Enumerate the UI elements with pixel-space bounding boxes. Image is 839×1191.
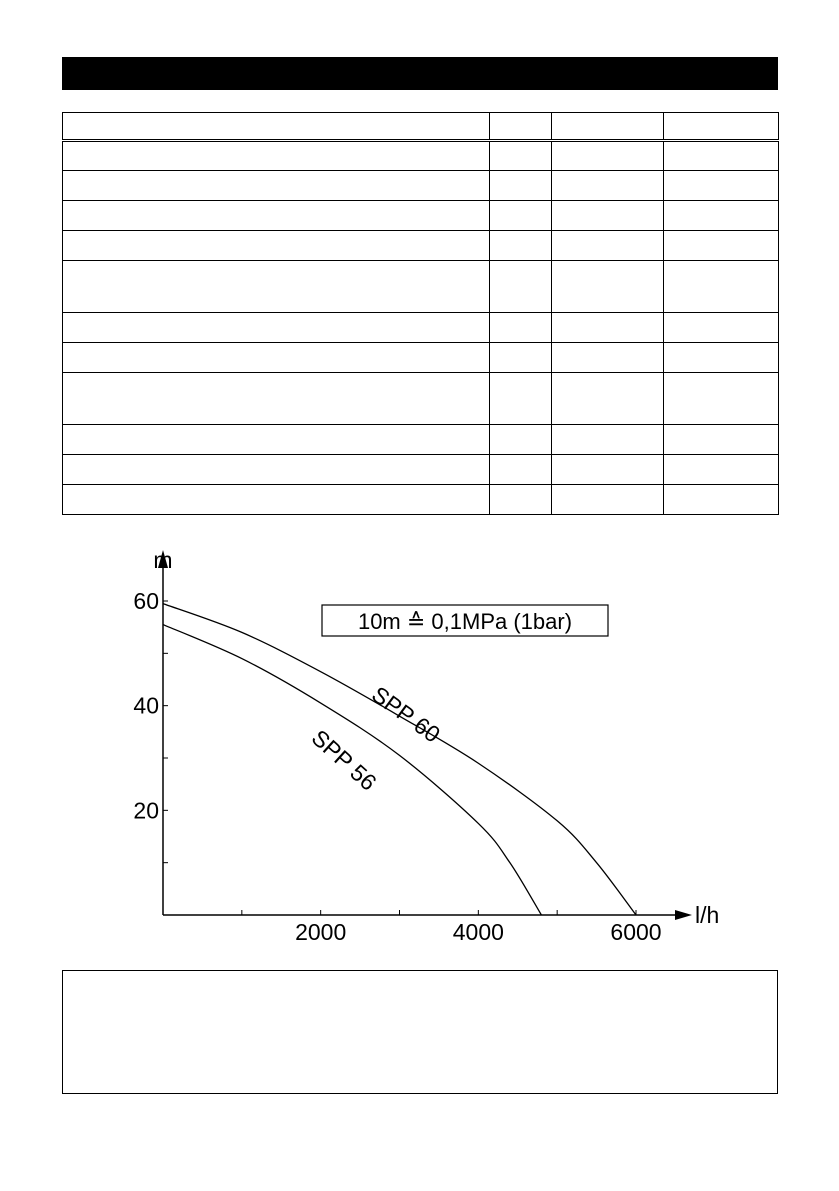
- table-cell: [552, 373, 664, 425]
- table-cell: [63, 171, 490, 201]
- table-cell: [552, 485, 664, 515]
- table-cell: [490, 373, 552, 425]
- y-axis-label: m: [153, 547, 173, 573]
- table-cell: [552, 113, 664, 141]
- table-cell: [552, 261, 664, 313]
- x-tick-label: 6000: [610, 919, 662, 945]
- table-cell: [552, 313, 664, 343]
- y-tick-label: 20: [133, 797, 159, 824]
- table-cell: [664, 113, 779, 141]
- table-cell: [490, 141, 552, 171]
- table-row: [63, 343, 779, 373]
- table-cell: [552, 141, 664, 171]
- table-cell: [490, 455, 552, 485]
- table-cell: [63, 485, 490, 515]
- table-cell: [552, 455, 664, 485]
- table-row: [63, 231, 779, 261]
- y-tick-label: 60: [133, 588, 159, 614]
- table-row: [63, 425, 779, 455]
- section-title-bar: [62, 57, 778, 90]
- table-cell: [664, 313, 779, 343]
- unit-note-box: [322, 605, 608, 636]
- series-line-spp-60: [163, 604, 636, 915]
- table-cell: [664, 171, 779, 201]
- chart-curves: [163, 604, 636, 915]
- table-cell: [664, 455, 779, 485]
- series-label-spp-56: SPP 56: [306, 724, 382, 796]
- table-cell: [490, 113, 552, 141]
- series-label-spp-60: SPP 60: [367, 681, 446, 748]
- table-cell: [552, 343, 664, 373]
- table-cell: [664, 261, 779, 313]
- table-cell: [490, 425, 552, 455]
- table-cell: [664, 373, 779, 425]
- table-cell: [664, 425, 779, 455]
- table-row: [63, 373, 779, 425]
- x-axis-label: l/h: [695, 902, 720, 928]
- table-cell: [63, 455, 490, 485]
- x-tick-label: 4000: [452, 919, 504, 945]
- table-row: [63, 261, 779, 313]
- table-cell: [552, 231, 664, 261]
- table-cell: [664, 343, 779, 373]
- table-row: [63, 313, 779, 343]
- x-axis-arrow: [675, 910, 692, 920]
- table-cell: [490, 485, 552, 515]
- table-cell: [63, 373, 490, 425]
- table-cell: [664, 485, 779, 515]
- table-cell: [63, 141, 490, 171]
- table-cell: [63, 313, 490, 343]
- table-cell: [63, 113, 490, 141]
- pump-curve-chart: [0, 540, 839, 950]
- table-cell: [63, 201, 490, 231]
- table-cell: [664, 141, 779, 171]
- table-cell: [63, 231, 490, 261]
- table-row: [63, 141, 779, 171]
- notes-box: [62, 970, 778, 1094]
- table-row: [63, 201, 779, 231]
- table-cell: [63, 261, 490, 313]
- chart-labels: [153, 547, 719, 928]
- table-row: [63, 171, 779, 201]
- table-cell: [552, 201, 664, 231]
- table-cell: [490, 171, 552, 201]
- table-cell: [490, 313, 552, 343]
- table-row: [63, 455, 779, 485]
- table-cell: [490, 343, 552, 373]
- table-row: [63, 113, 779, 141]
- table-cell: [63, 425, 490, 455]
- table-cell: [664, 201, 779, 231]
- y-tick-label: 40: [133, 692, 159, 719]
- table-cell: [490, 201, 552, 231]
- table-cell: [63, 343, 490, 373]
- table-row: [63, 485, 779, 515]
- x-tick-label: 2000: [295, 919, 347, 945]
- unit-note-text: 10m ≙ 0,1MPa (1bar): [357, 609, 573, 634]
- table-cell: [490, 261, 552, 313]
- table-cell: [552, 425, 664, 455]
- table-cell: [490, 231, 552, 261]
- table-cell: [664, 231, 779, 261]
- chart-ticks: [133, 588, 661, 945]
- table-cell: [552, 171, 664, 201]
- technical-data-table: [62, 112, 779, 515]
